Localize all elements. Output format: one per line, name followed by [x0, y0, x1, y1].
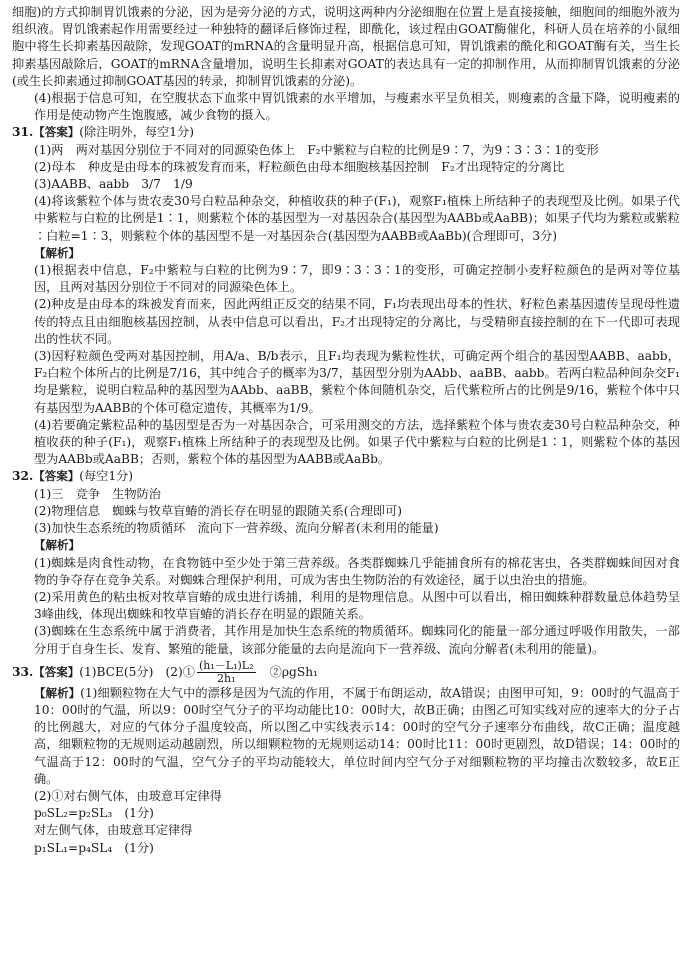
answer-line: (4)将该紫粒个体与贵农麦30号白粒品种杂交，种植收获的种子(F₁)，观察F₁植株上所结种子的表现型及比例。如果子代中紫粒与白粒的比例是1∶1，则紫粒个体的基因型为一对基因杂合(基因型为AABb或AaBB)；如果子代均为紫粒或紫粒∶白粒=1∶3，则紫粒个体的基因型不是一对基因杂合(基因型为AABB或AaBb)(合理即可，3分): [34, 194, 680, 243]
analysis-paragraph: (1)蜘蛛是肉食性动物，在食物链中至少处于第三营养级。各类群蜘蛛几乎能捕食所有的棉花害虫，各类群蜘蛛间因对食物的争夺存在竞争关系。对蜘蛛合理保护利用，可成为害虫生物防治的有效途径，属于以虫治虫的措施。: [34, 555, 680, 587]
question-number: 31.: [12, 125, 34, 140]
question-number: 33.: [12, 664, 34, 679]
fraction-denominator: 2h₁: [216, 671, 236, 685]
analysis-label: 【解析】: [34, 245, 80, 260]
answer-line: (3)AABB、aabb 3/7 1/9: [34, 177, 193, 192]
answer-line: (1)两 两对基因分别位于不同对的同源染色体上 F₂中紫粒与白粒的比例是9∶7，为9∶3∶3∶1的变形: [34, 142, 599, 157]
formula-line: p₁SL₁=p₄SL₄ (1分): [34, 840, 154, 855]
question-number: 32.: [12, 469, 34, 484]
analysis-paragraph: (2)采用黄色的粘虫板对牧草盲蝽的成虫进行诱捕，利用的是物理信息。从图中可以看出，棉田蜘蛛种群数量总体趋势呈3峰曲线，体现出蜘蛛和牧草盲蝽的消长存在明显的跟随关系。: [34, 589, 680, 622]
answer-label: 【答案】: [33, 469, 80, 484]
answer-label: 【答案】: [33, 125, 80, 140]
question-32-answer-header: [12, 468, 680, 485]
analysis-paragraph: (3)蜘蛛在生态系统中属于消费者，其作用是加快生态系统的物质循环。蜘蛛同化的能量一部分通过呼吸作用散失，一部分用于自身生长、发育、繁殖的能量，该部分能量的去向是流向下一营养级、流向分解者(未利用的能量)。: [34, 624, 680, 656]
analysis-paragraph: (4)若要确定紫粒品种的基因型是否为一对基因杂合，可采用测交的方法，选择紫粒个体与贵农麦30号白粒品种杂交，种植收获的种子(F₁)，观察F₁植株上所结种子的表现型及比例。如果子代中紫粒与白粒的比例是1∶1，则紫粒个体的基因型为AABb或AaBB；否则，紫粒个体的基因型为AABB或AaBb。: [34, 417, 680, 467]
question-33-answer-header: [12, 660, 680, 685]
analysis-paragraph: (1)根据表中信息，F₂中紫粒与白粒的比例为9∶7，即9∶3∶3∶1的变形，可确定控制小麦籽粒颜色的是两对等位基因，且两对基因分别位于不同对的同源染色体上。: [34, 263, 680, 295]
formula-line: p₀SL₂=p₂SL₃ (1分): [34, 806, 154, 821]
analysis-paragraph: (2)种皮是由母本的珠被发育而来，因此两组正反交的结果不同，F₁均表现出母本的性状，籽粒色素基因遗传呈现母性遗传的特点且由细胞核基因控制，从表中信息可以看出，F₂才出现特定的分离比，与受精卵直接控制的在下一代即可表现出的性状不同。: [34, 297, 680, 346]
answer-line: (2)母本 种皮是由母本的珠被发育而来，籽粒颜色由母本细胞核基因控制 F₂才出现特定的分离比: [34, 159, 565, 174]
analysis-line: 对左侧气体，由玻意耳定律得: [34, 823, 193, 838]
answer-label: 【答案】: [33, 664, 80, 679]
question-31-answer-header: [12, 124, 680, 141]
answer-line: (2)物理信息 蜘蛛与牧草盲蝽的消长存在明显的跟随关系(合理即可): [34, 503, 403, 518]
fraction: [197, 660, 256, 685]
analysis-line: (2)①对右侧气体，由玻意耳定律得: [34, 788, 222, 803]
analysis-label: 【解析】: [34, 538, 80, 553]
paragraph: 细胞)的方式抑制胃饥饿素的分泌，因为是旁分泌的方式，说明这两种内分泌细胞在位置上是直接接触，细胞间的细胞外液为组织液。胃饥饿素起作用需要经过一种独特的翻译后修饰过程，即酰化，该过程由GOAT酶催化，科研人员在培养的小鼠细胞中将生长抑素基因敲除，发现GOAT的mRNA的含量明显升高，根据信息可知，胃饥饿素的酰化和GOAT酶有关，当生长抑素基因敲除后，GOAT的mRNA含量增加，说明生长抑素对GOAT的表达具有一定的抑制作用，从而抑制胃饥饿素的分泌(或生长抑素通过抑制GOAT基因的转录，抑制胃饥饿素的分泌)。: [12, 5, 680, 88]
paragraph: (4)根据于信息可知，在空腹状态下血浆中胃饥饿素的水平增加，与瘦素水平呈负相关，则瘦素的含量下降，说明瘦素的作用是使动物产生饱腹感，减少食物的摄入。: [34, 91, 680, 123]
analysis-paragraph: (3)因籽粒颜色受两对基因控制，用A/a、B/b表示，且F₁均表现为紫粒性状，可确定两个组合的基因型AABB、aabb，F₂白粒个体所占的比例是7/16，其中纯合子的概率为3/7，基因型分别为AAbb、aaBB、aabb。若两白粒品种间杂交F₁均是紫粒，说明白粒品种的基因型为AAbb、aaBB，紫粒个体间随机杂交，后代紫粒所占的比例是9/16，紫粒个体中只有基因型为AABB的个体可稳定遗传，其概率为1/9。: [34, 349, 680, 415]
fraction-numerator: (h₁－L₁)L₂: [198, 658, 254, 672]
analysis-paragraph: 【解析】(1)细颗粒物在大气中的漂移是因为气流的作用，不属于布朗运动，故A错误；由图甲可知，9：00时的气温高于10：00时的气温，所以9：00时空气分子的平均动能比10：00时大，故B正确；由图乙可知实线对应的速率大的分子占的比例越大，对应的气体分子温度较高，所以图乙中实线表示14：00时的空气分子速率分布曲线，故C正确；温度越高，细颗粒物的无规则运动越剧烈，所以细颗粒物的无规则运动14：00时比11：00时更剧烈，故D错误；14：00时的气温高于12：00时的气温，空气分子的平均动能较大，单位时间内空气分子对细颗粒物的平均撞击次数较多，故E正确。: [34, 685, 680, 786]
answer-text: ②ρgSh₁: [257, 664, 318, 679]
answer-note: (除注明外，每空1分): [79, 125, 194, 140]
answer-note: (每空1分): [79, 469, 134, 484]
answer-text: (1)BCE(5分) (2)①: [79, 664, 195, 679]
answer-line: (1)三 竞争 生物防治: [34, 486, 161, 501]
answer-line: (3)加快生态系统的物质循环 流向下一营养级、流向分解者(未利用的能量): [34, 521, 439, 536]
